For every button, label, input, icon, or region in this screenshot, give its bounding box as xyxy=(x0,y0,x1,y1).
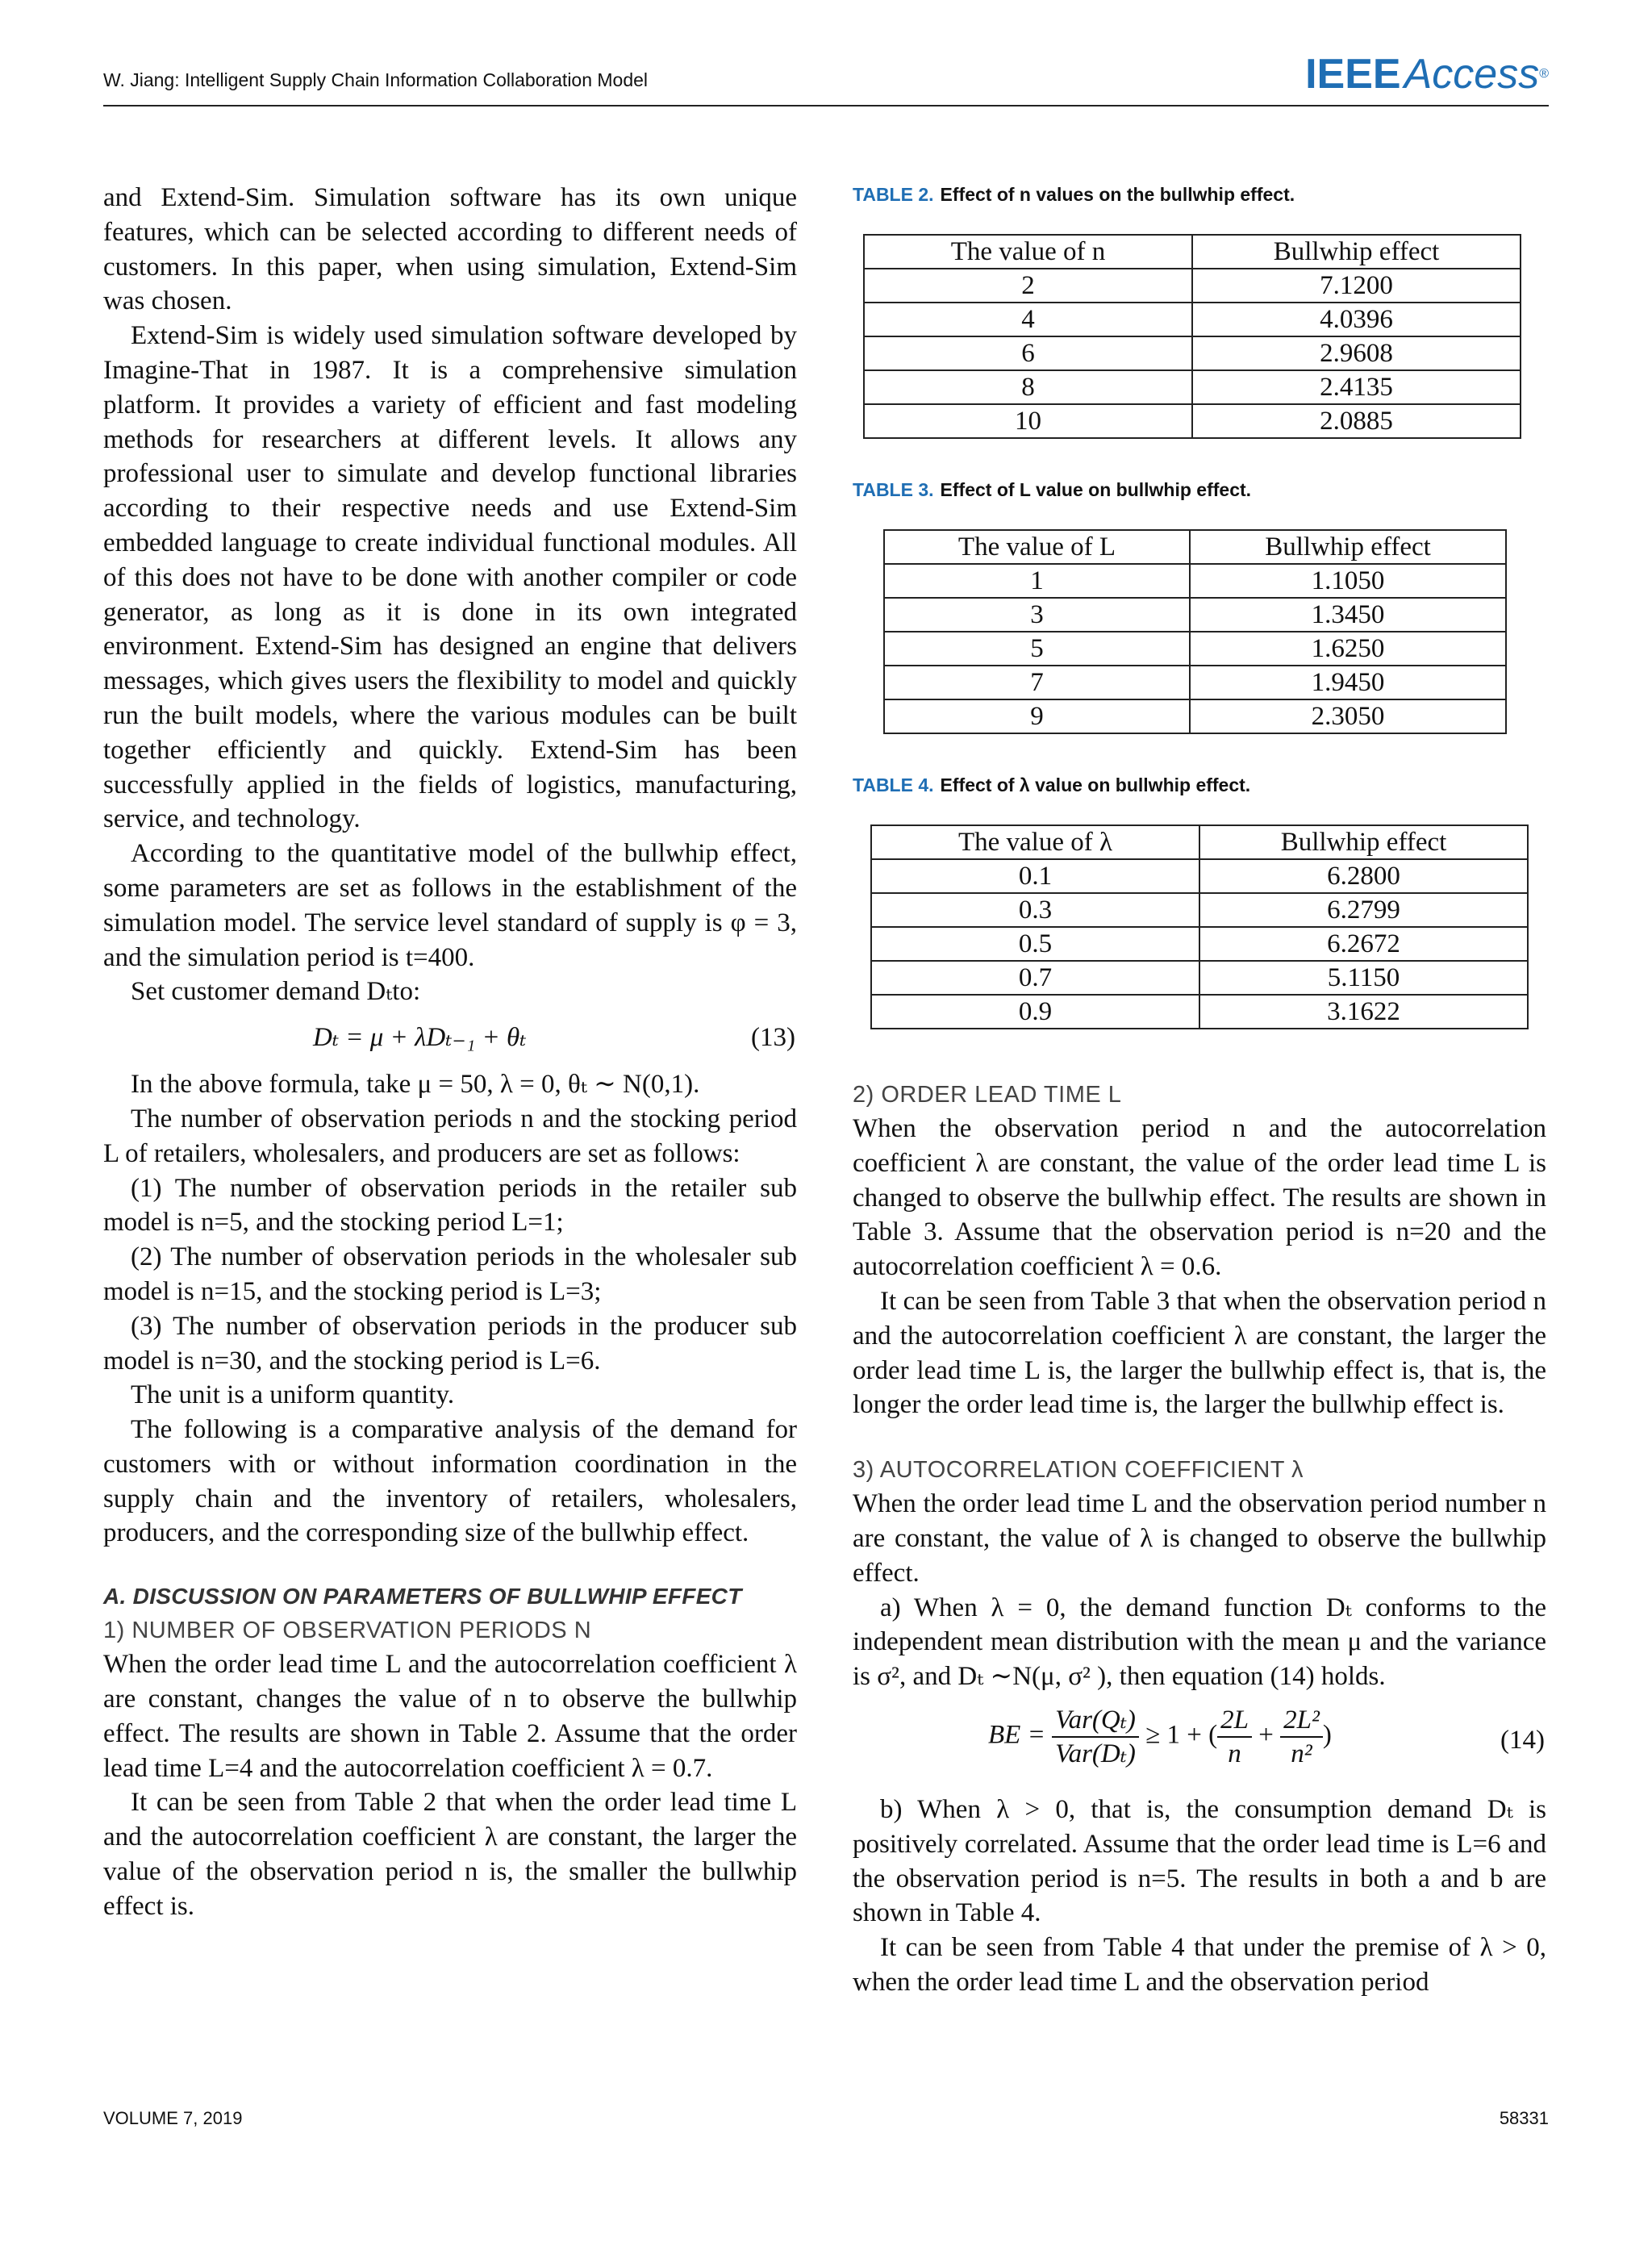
fraction-denominator: Var(Dₜ) xyxy=(1055,1739,1136,1768)
subsection-heading: 1) NUMBER OF OBSERVATION PERIODS N xyxy=(103,1618,592,1644)
subsection-heading: 3) AUTOCORRELATION COEFFICIENT λ xyxy=(853,1457,1304,1484)
subsection-heading: 2) ORDER LEAD TIME L xyxy=(853,1082,1122,1108)
left-column xyxy=(103,181,797,1924)
fraction-numerator: 2L² xyxy=(1280,1704,1323,1738)
table-caption-text: Effect of n values on the bullwhip effect. xyxy=(940,184,1295,205)
equation-13-body: Dₜ = μ + λDₜ₋₁ + θₜ xyxy=(313,1023,527,1053)
table-cell: 2.3050 xyxy=(1190,699,1506,733)
table-cell: 1 xyxy=(884,564,1190,598)
table-2 xyxy=(863,234,1521,439)
table-row xyxy=(864,404,1521,438)
table-row xyxy=(864,269,1521,303)
table-cell: 5 xyxy=(884,632,1190,666)
paragraph: When the order lead time L and the observation period number n are constant, the value of λ is changed to observe the bullwhip effect. xyxy=(853,1489,1546,1588)
table-cell: 4.0396 xyxy=(1192,303,1521,336)
paragraph: It can be seen from Table 4 that under the premise of λ > 0, when the order lead time L and the observation period xyxy=(853,1933,1546,1997)
table-caption xyxy=(853,476,1546,503)
fraction-denominator: n xyxy=(1228,1739,1241,1768)
table-cell: 2 xyxy=(864,269,1192,303)
table-row xyxy=(871,961,1528,995)
table-cell: 3 xyxy=(884,598,1190,632)
table-cell: 0.3 xyxy=(871,893,1199,927)
table-3 xyxy=(883,529,1507,734)
equation-13 xyxy=(103,1016,797,1059)
table-cell: 0.1 xyxy=(871,859,1199,893)
right-column xyxy=(853,181,1546,2000)
fraction xyxy=(1280,1704,1323,1770)
table-cell: 3.1622 xyxy=(1199,995,1528,1029)
table-header: The value of n xyxy=(864,235,1192,269)
paragraph: and Extend-Sim. Simulation software has its own unique features, which can be selected according to different needs of customers. In this paper, when using simulation, Extend-Sim was chosen. xyxy=(103,183,797,316)
table-cell: 7.1200 xyxy=(1192,269,1521,303)
table-header-row xyxy=(864,235,1521,269)
table-cell: 1.1050 xyxy=(1190,564,1506,598)
table-row xyxy=(864,336,1521,370)
logo-trademark: ® xyxy=(1539,67,1549,81)
table-caption xyxy=(853,181,1546,208)
paragraph: The following is a comparative analysis of the demand for customers with or without information coordination in the supply chain and the inventory of retailers, wholesalers, producers, and the corresponding size of the bullwhip effect. xyxy=(103,1415,797,1548)
equation-14-lhs: BE = xyxy=(988,1720,1045,1750)
table-cell: 1.6250 xyxy=(1190,632,1506,666)
table-cell: 2.4135 xyxy=(1192,370,1521,404)
table-row xyxy=(871,893,1528,927)
table-cell: 10 xyxy=(864,404,1192,438)
table-row xyxy=(864,303,1521,336)
footer-page-number: 58331 xyxy=(1499,2108,1549,2128)
table-cell: 9 xyxy=(884,699,1190,733)
table-header: Bullwhip effect xyxy=(1199,825,1528,859)
page-header xyxy=(103,50,1549,106)
table-caption xyxy=(853,771,1546,799)
equation-14-plus: + xyxy=(1258,1720,1274,1750)
table-header: Bullwhip effect xyxy=(1192,235,1521,269)
table-caption-text: Effect of λ value on bullwhip effect. xyxy=(940,774,1251,795)
paragraph: (2) The number of observation periods in the wholesaler sub model is n=15, and the stocking period is L=3; xyxy=(103,1242,797,1306)
section-heading: A. DISCUSSION ON PARAMETERS OF BULLWHIP EFFECT xyxy=(103,1584,742,1609)
paragraph: It can be seen from Table 2 that when the order lead time L and the autocorrelation coefficient λ are constant, the larger the value of the observation period n is, the smaller the bullwhip effect is. xyxy=(103,1788,797,1921)
table-cell: 2.9608 xyxy=(1192,336,1521,370)
table-cell: 5.1150 xyxy=(1199,961,1528,995)
table-cell: 0.9 xyxy=(871,995,1199,1029)
paragraph: According to the quantitative model of the bullwhip effect, some parameters are set as follows in the establishment of the simulation model. The service level standard of supply is φ = 3, and the simulation period is t=400. xyxy=(103,839,797,972)
ieee-access-logo xyxy=(1305,50,1549,98)
running-title: W. Jiang: Intelligent Supply Chain Information Collaboration Model xyxy=(103,69,649,90)
equation-13-number: (13) xyxy=(751,1023,795,1053)
table-row xyxy=(884,598,1506,632)
table-cell: 2.0885 xyxy=(1192,404,1521,438)
equation-14-body xyxy=(988,1704,1332,1770)
table-caption-text: Effect of L value on bullwhip effect. xyxy=(940,479,1252,500)
table-row xyxy=(884,632,1506,666)
fraction xyxy=(1217,1704,1252,1770)
table-row xyxy=(871,859,1528,893)
paragraph: b) When λ > 0, that is, the consumption demand Dₜ is positively correlated. Assume that the order lead time is L=6 and the observation period is n=5. The results in both a and b are shown in Table 4. xyxy=(853,1794,1546,1928)
paragraph: The unit is a uniform quantity. xyxy=(131,1380,455,1410)
fraction xyxy=(1052,1704,1139,1770)
table-label: TABLE 2. xyxy=(853,184,934,205)
table-cell: 7 xyxy=(884,666,1190,699)
paragraph: (1) The number of observation periods in the retailer sub model is n=5, and the stocking period L=1; xyxy=(103,1173,797,1238)
table-cell: 0.7 xyxy=(871,961,1199,995)
table-header-row xyxy=(871,825,1528,859)
table-row xyxy=(884,564,1506,598)
paragraph: It can be seen from Table 3 that when the observation period n and the autocorrelation coefficient λ are constant, the larger the order lead time L is, the larger the bullwhip effect is, that is, the longer the order lead time is, the larger the bullwhip effect is. xyxy=(853,1286,1546,1420)
paragraph: The number of observation periods n and the stocking period L of retailers, wholesalers, and producers are set as follows: xyxy=(103,1104,797,1168)
equation-14-close: ) xyxy=(1322,1720,1332,1750)
table-row xyxy=(871,927,1528,961)
logo-ieee: IEEE xyxy=(1305,51,1401,98)
paragraph: When the order lead time L and the autocorrelation coefficient λ are constant, changes the value of n to observe the bullwhip effect. The results are shown in Table 2. Assume that the order lead time L=4 and the autocorrelation coefficient λ = 0.7. xyxy=(103,1650,797,1783)
table-cell: 8 xyxy=(864,370,1192,404)
table-4 xyxy=(870,825,1529,1029)
table-header: Bullwhip effect xyxy=(1190,530,1506,564)
table-label: TABLE 3. xyxy=(853,479,934,500)
equation-14-number: (14) xyxy=(1500,1725,1545,1755)
table-label: TABLE 4. xyxy=(853,774,934,795)
table-row xyxy=(864,370,1521,404)
table-cell: 6.2800 xyxy=(1199,859,1528,893)
paragraph: When the observation period n and the autocorrelation coefficient λ are constant, the value of the order lead time L is changed to observe the bullwhip effect. The results are shown in Table 3. Assume that the observation period is n=20 and the autocorrelation coefficient λ = 0.6. xyxy=(853,1114,1546,1282)
equation-14 xyxy=(853,1697,1546,1786)
table-header: The value of L xyxy=(884,530,1190,564)
table-row xyxy=(871,995,1528,1029)
table-cell: 6.2672 xyxy=(1199,927,1528,961)
paragraph: In the above formula, take μ = 50, λ = 0, θₜ ∼ N(0,1). xyxy=(131,1070,700,1100)
table-header-row xyxy=(884,530,1506,564)
paragraph: a) When λ = 0, the demand function Dₜ conforms to the independent mean distribution with the mean μ and the variance is σ², and Dₜ ∼N(μ, σ² ), then equation (14) holds. xyxy=(853,1593,1546,1692)
table-cell: 1.9450 xyxy=(1190,666,1506,699)
fraction-denominator: n² xyxy=(1291,1739,1312,1768)
table-cell: 6 xyxy=(864,336,1192,370)
paragraph: (3) The number of observation periods in the producer sub model is n=30, and the stocking period is L=6. xyxy=(103,1311,797,1376)
table-cell: 0.5 xyxy=(871,927,1199,961)
paragraph: Extend-Sim is widely used simulation software developed by Imagine-That in 1987. It is a comprehensive simulation platform. It provides a variety of efficient and fast modeling methods for researchers at different levels. It allows any professional user to simulate and develop functional libraries according to their respective needs and use Extend-Sim embedded language to create individual functional modules. All of this does not have to be done with another compiler or code generator, as long as it is done in its own integrated environment. Extend-Sim has designed an engine that delivers messages, which gives users the flexibility to model and quickly run the built models, where the various modules can be built together efficiently and quickly. Extend-Sim has been successfully applied in the fields of logistics, manufacturing, service, and technology. xyxy=(103,321,797,834)
equation-14-middle: ≥ 1 + ( xyxy=(1145,1720,1218,1750)
logo-access: Access xyxy=(1404,51,1540,98)
fraction-numerator: Var(Qₜ) xyxy=(1052,1704,1139,1738)
table-row xyxy=(884,699,1506,733)
table-header: The value of λ xyxy=(871,825,1199,859)
table-cell: 1.3450 xyxy=(1190,598,1506,632)
table-cell: 4 xyxy=(864,303,1192,336)
paragraph: Set customer demand Dₜto: xyxy=(131,977,421,1007)
table-row xyxy=(884,666,1506,699)
table-cell: 6.2799 xyxy=(1199,893,1528,927)
fraction-numerator: 2L xyxy=(1217,1704,1252,1738)
footer-volume: VOLUME 7, 2019 xyxy=(103,2108,243,2128)
